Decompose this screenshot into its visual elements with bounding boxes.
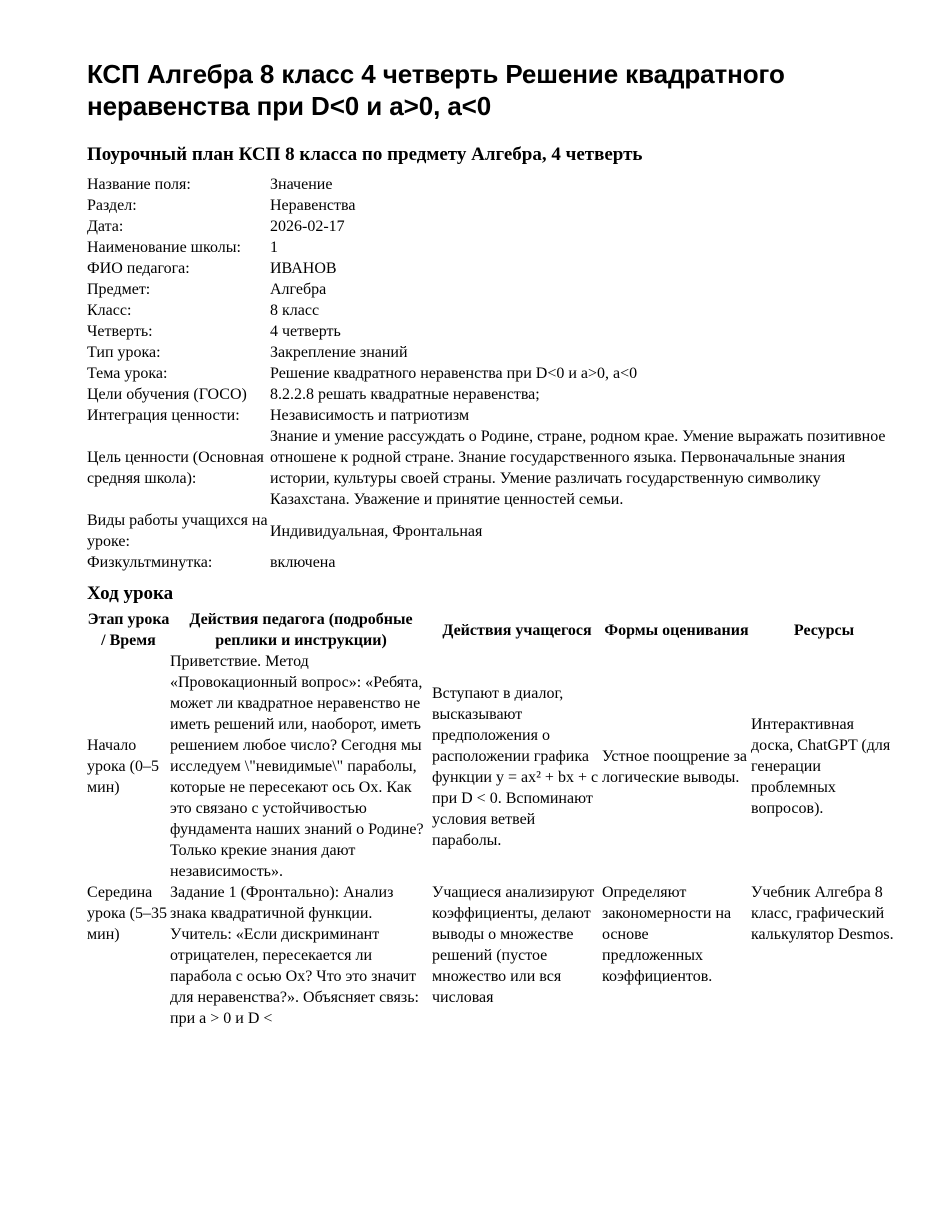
student-actions-cell: Вступают в диалог, высказывают предположения о расположении графика функции y = ax² + bx + c при D < 0. Вспоминают условия ветвей параболы. xyxy=(432,684,599,849)
assessment-cell: Устное поощрение за логические выводы. xyxy=(602,747,747,786)
field-value: 8 класс xyxy=(270,302,320,319)
header-student-actions: Действия учащегося xyxy=(442,621,592,639)
field-row xyxy=(87,174,897,195)
field-value: 4 четверть xyxy=(270,323,341,340)
field-key: Виды работы учащихся на уроке: xyxy=(87,512,268,550)
student-actions-cell: Учащиеся анализируют коэффициенты, делают выводы о множестве решений (пустое множество или вся числовая xyxy=(432,884,595,1006)
field-key: Класс: xyxy=(87,302,132,319)
field-key: Раздел: xyxy=(87,197,137,214)
field-key: ФИО педагога: xyxy=(87,260,190,277)
assessment-cell: Определяют закономерности на основе предложенных коэффициентов. xyxy=(602,884,732,985)
field-value: 8.2.2.8 решать квадратные неравенства; xyxy=(270,386,540,403)
field-row xyxy=(87,510,897,552)
header-resources: Ресурсы xyxy=(793,621,855,639)
field-value: 1 xyxy=(270,239,278,256)
field-row xyxy=(87,195,897,216)
resources-cell: Интерактивная доска, ChatGPT (для генерации проблемных вопросов). xyxy=(751,716,891,817)
field-key: Тип урока: xyxy=(87,344,161,361)
field-key: Название поля: xyxy=(87,176,191,193)
fields-table xyxy=(87,174,897,573)
field-key: Предмет: xyxy=(87,281,151,298)
field-value: Закрепление знаний xyxy=(270,344,408,361)
field-row xyxy=(87,552,897,573)
field-key: Дата: xyxy=(87,218,124,235)
teacher-actions-cell: Задание 1 (Фронтально): Анализ знака квадратичной функции. Учитель: «Если дискриминант отрицателен, пересекается ли парабола с осью Ox? Что это значит для неравенства?». Объясняет связь: при a > 0 и D < xyxy=(170,884,419,1027)
field-value: Индивидуальная, Фронтальная xyxy=(270,522,483,540)
field-key: Четверть: xyxy=(87,323,153,340)
field-value: Решение квадратного неравенства при D<0 и a>0, a<0 xyxy=(270,365,638,382)
field-row xyxy=(87,384,897,405)
field-key: Цели обучения (ГОСО) xyxy=(87,386,247,403)
field-row xyxy=(87,405,897,426)
field-key: Тема урока: xyxy=(87,365,168,382)
field-value: Неравенства xyxy=(270,197,356,214)
document-page xyxy=(87,58,897,1029)
lesson-heading: Ход урока xyxy=(87,583,174,604)
teacher-actions-cell: Приветствие. Метод «Провокационный вопрос»: «Ребята, может ли квадратное неравенство не иметь решений или, наоборот, иметь решением любое число? Сегодня мы исследуем \"невидимые\" параболы, которые не пересекают ось Ox. Как это связано с устойчивостью фундамента наших знаний о Родине? Только крекие знания дают независимость». xyxy=(170,653,424,880)
field-value: Значение xyxy=(270,176,333,193)
field-key: Наименование школы: xyxy=(87,239,241,256)
field-row xyxy=(87,300,897,321)
field-key: Цель ценности (Основная средняя школа): xyxy=(87,449,264,487)
stage-cell: Середина урока (5–35 мин) xyxy=(87,884,167,943)
field-row xyxy=(87,216,897,237)
field-key: Интеграция ценности: xyxy=(87,407,240,424)
header-teacher-actions: Действия педагога (подробные реплики и инструкции) xyxy=(189,611,413,649)
document-title: КСП Алгебра 8 класс 4 четверть Решение квадратного неравенства при D<0 и a>0, a<0 xyxy=(87,59,785,121)
field-row xyxy=(87,342,897,363)
plan-subtitle: Поурочный план КСП 8 класса по предмету Алгебра, 4 четверть xyxy=(87,144,643,165)
field-value: Независимость и патриотизм xyxy=(270,407,470,424)
table-row xyxy=(87,651,897,882)
field-value: Алгебра xyxy=(270,281,327,298)
resources-cell: Учебник Алгебра 8 класс, графический калькулятор Desmos. xyxy=(751,884,894,943)
stage-cell: Начало урока (0–5 мин) xyxy=(87,737,159,796)
header-stage: Этап урока / Время xyxy=(87,611,170,649)
field-row xyxy=(87,321,897,342)
lesson-header-row xyxy=(87,609,897,651)
field-row xyxy=(87,258,897,279)
field-value: ИВАНОВ xyxy=(270,260,337,277)
table-row xyxy=(87,882,897,1029)
field-value: 2026-02-17 xyxy=(270,218,345,235)
field-row xyxy=(87,426,897,510)
field-value: включена xyxy=(270,554,336,571)
field-key: Физкультминутка: xyxy=(87,554,213,571)
field-row xyxy=(87,363,897,384)
field-value: Знание и умение рассуждать о Родине, стране, родном крае. Умение выражать позитивное отношене к родной стране. Знание государственного языка. Первоначальные знания истории, культуры своей страны. Умение различать государственную символику Казахстана. Уважение и принятие ценностей семьи. xyxy=(270,428,886,508)
lesson-table xyxy=(87,609,897,1029)
field-row xyxy=(87,237,897,258)
header-assessment: Формы оценивания xyxy=(604,621,749,639)
field-row xyxy=(87,279,897,300)
